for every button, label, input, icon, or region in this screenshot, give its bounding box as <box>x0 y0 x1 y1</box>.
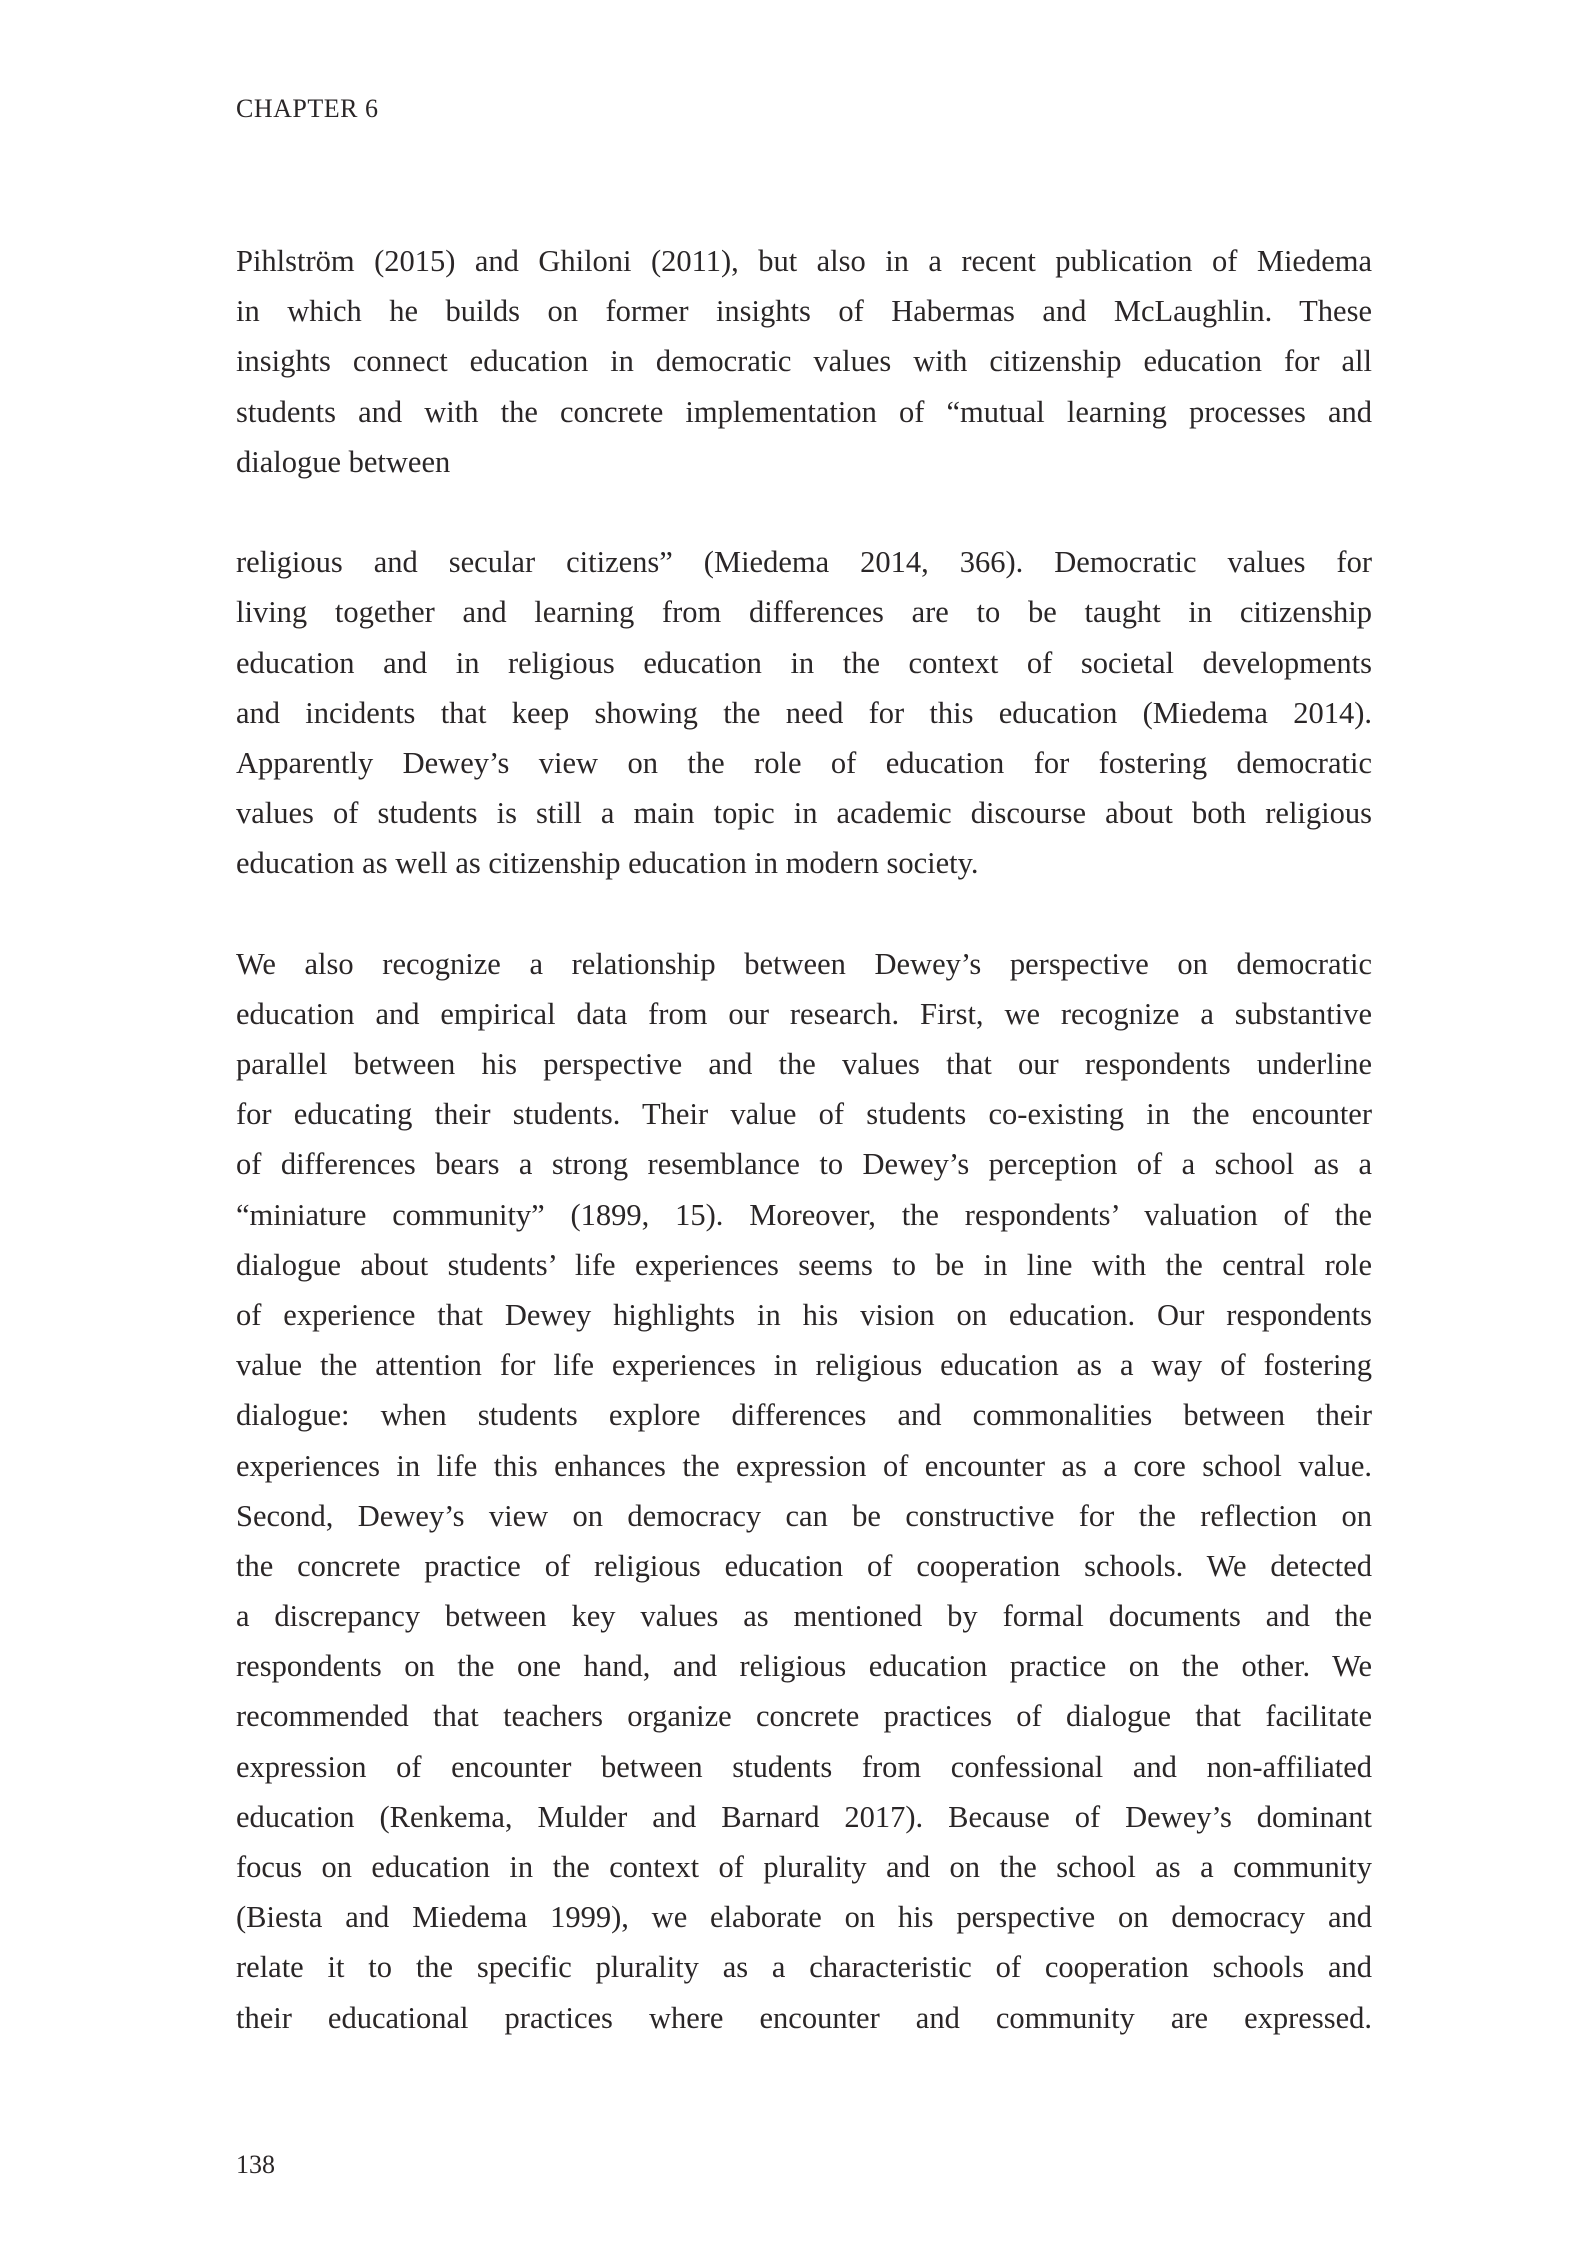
text-line: education and empirical data from our research. First, we recognize a substantive <box>236 996 1372 1031</box>
text-line: parallel between his perspective and the values that our respondents underline <box>236 1047 1372 1081</box>
paragraph-gap <box>236 888 1372 938</box>
text-line: the concrete practice of religious education of cooperation schools. We detected <box>236 1548 1372 1583</box>
paragraph <box>236 537 1372 888</box>
body-text <box>236 236 1372 2043</box>
paragraph <box>236 939 1372 2043</box>
text-line: values of students is still a main topic in academic discourse about both religious <box>236 796 1372 831</box>
text-line: value the attention for life experiences in religious education as a way of fostering <box>236 1348 1372 1383</box>
text-line: dialogue between <box>236 444 451 479</box>
text-line: recommended that teachers organize concrete practices of dialogue that facilitate <box>236 1699 1372 1734</box>
text-line: in which he builds on former insights of Habermas and McLaughlin. These <box>236 294 1372 329</box>
paragraph <box>236 236 1372 487</box>
page-number: 138 <box>236 2150 275 2179</box>
text-line: education and in religious education in the context of societal developments <box>236 645 1372 680</box>
text-line: Second, Dewey’s view on democracy can be constructive for the reflection on <box>236 1498 1372 1533</box>
text-line: respondents on the one hand, and religious education practice on the other. We <box>236 1649 1372 1684</box>
text-line: Pihlström (2015) and Ghiloni (2011), but also in a recent publication of Miedema <box>236 244 1372 278</box>
text-line: experiences in life this enhances the expression of encounter as a core school value. <box>236 1448 1372 1483</box>
text-line: living together and learning from differences are to be taught in citizenship <box>236 595 1372 630</box>
text-line: relate it to the specific plurality as a characteristic of cooperation schools and <box>236 1950 1372 1985</box>
text-line: (Biesta and Miedema 1999), we elaborate on his perspective on democracy and <box>236 1900 1372 1935</box>
text-line: “miniature community” (1899, 15). Moreover, the respondents’ valuation of the <box>236 1197 1372 1232</box>
text-line: of differences bears a strong resemblance to Dewey’s perception of a school as a <box>236 1147 1372 1182</box>
text-line: dialogue about students’ life experiences seems to be in line with the central role <box>236 1247 1372 1282</box>
text-line: students and with the concrete implementation of “mutual learning processes and <box>236 394 1372 429</box>
text-line: Apparently Dewey’s view on the role of education for fostering democratic <box>236 745 1372 780</box>
paragraph-gap <box>236 487 1372 537</box>
running-head: CHAPTER 6 <box>236 94 379 123</box>
text-line: education as well as citizenship education in modern society. <box>236 846 979 881</box>
text-line: focus on education in the context of plurality and on the school as a community <box>236 1850 1372 1884</box>
text-line: insights connect education in democratic values with citizenship education for all <box>236 344 1372 379</box>
text-line: We also recognize a relationship between Dewey’s perspective on democratic <box>236 946 1372 981</box>
text-line: expression of encounter between students from confessional and non-affiliated <box>236 1749 1372 1784</box>
text-line: and incidents that keep showing the need for this education (Miedema 2014). <box>236 695 1372 730</box>
text-line: for educating their students. Their value of students co-existing in the encounter <box>236 1097 1372 1132</box>
text-line: religious and secular citizens” (Miedema 2014, 366). Democratic values for <box>236 545 1372 580</box>
text-line: a discrepancy between key values as mentioned by formal documents and the <box>236 1599 1372 1634</box>
text-line: of experience that Dewey highlights in his vision on education. Our respondents <box>236 1297 1372 1332</box>
text-line: education (Renkema, Mulder and Barnard 2017). Because of Dewey’s dominant <box>236 1799 1372 1834</box>
text-line: dialogue: when students explore differences and commonalities between their <box>236 1398 1372 1433</box>
text-line: their educational practices where encounter and community are expressed. <box>236 2000 1372 2035</box>
